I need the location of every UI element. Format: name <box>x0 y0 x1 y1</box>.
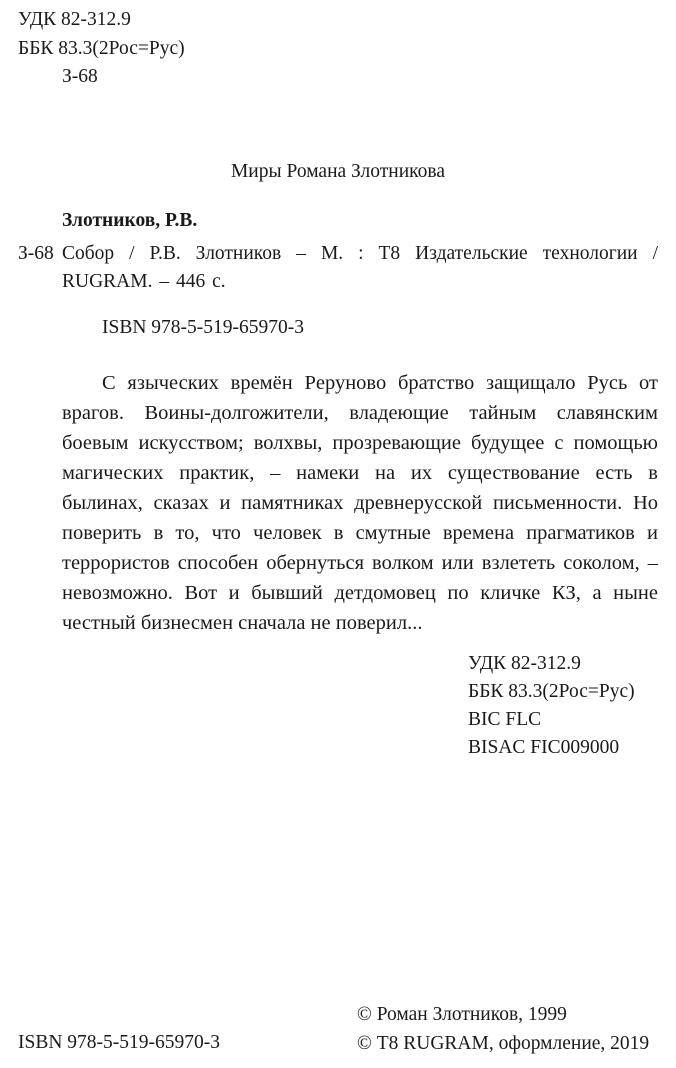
bisac-code: BISAC FIC009000 <box>468 737 620 758</box>
bibliographic-description: Собор / Р.В. Злотников – М. : Т8 Издательские технологии / RUGRAM. – 446 с. <box>62 243 658 292</box>
bic-code: BIC FLC <box>468 709 542 730</box>
copyright-block <box>357 1000 649 1058</box>
annotation-paragraph: С языческих времён Peруново братство защищало Русь от врагов. Воины-долгожители, владеющие тайным славянским боевым искусством; волхвы, прозревающие будущее с помощью магических практик, – намеки на их существование есть в былинах, сказах и памятниках древнерусской письменности. Но поверить в то, что человек в смутные времена прагматиков и террористов способен обернуться волком или взлететь соколом, – невозможно. Вот и бывший детдомовец по кличке КЗ, а ныне честный бизнесмен сначала не поверил... <box>62 372 658 634</box>
series-title: Миры Романа Злотникова <box>230 161 446 182</box>
isbn-footer: ISBN 978-5-519-65970-3 <box>18 1032 221 1053</box>
bbk-header: ББК 83.3(2Рос=Рус) <box>18 38 185 59</box>
copyright-author: © Роман Злотников, 1999 <box>357 1004 567 1025</box>
copyright-publisher: © Т8 RUGRAM, оформление, 2019 <box>357 1033 650 1054</box>
udk-code: УДК 82-312.9 <box>468 653 581 674</box>
author-code-header: З-68 <box>62 66 98 87</box>
author-name: Злотников, Р.В. <box>62 210 198 231</box>
bbk-code: ББК 83.3(2Рос=Рус) <box>468 681 635 702</box>
classification-block <box>468 650 635 762</box>
author-code: З-68 <box>18 243 54 264</box>
isbn-line: ISBN 978-5-519-65970-3 <box>102 317 305 338</box>
udk-header: УДК 82-312.9 <box>18 9 131 30</box>
